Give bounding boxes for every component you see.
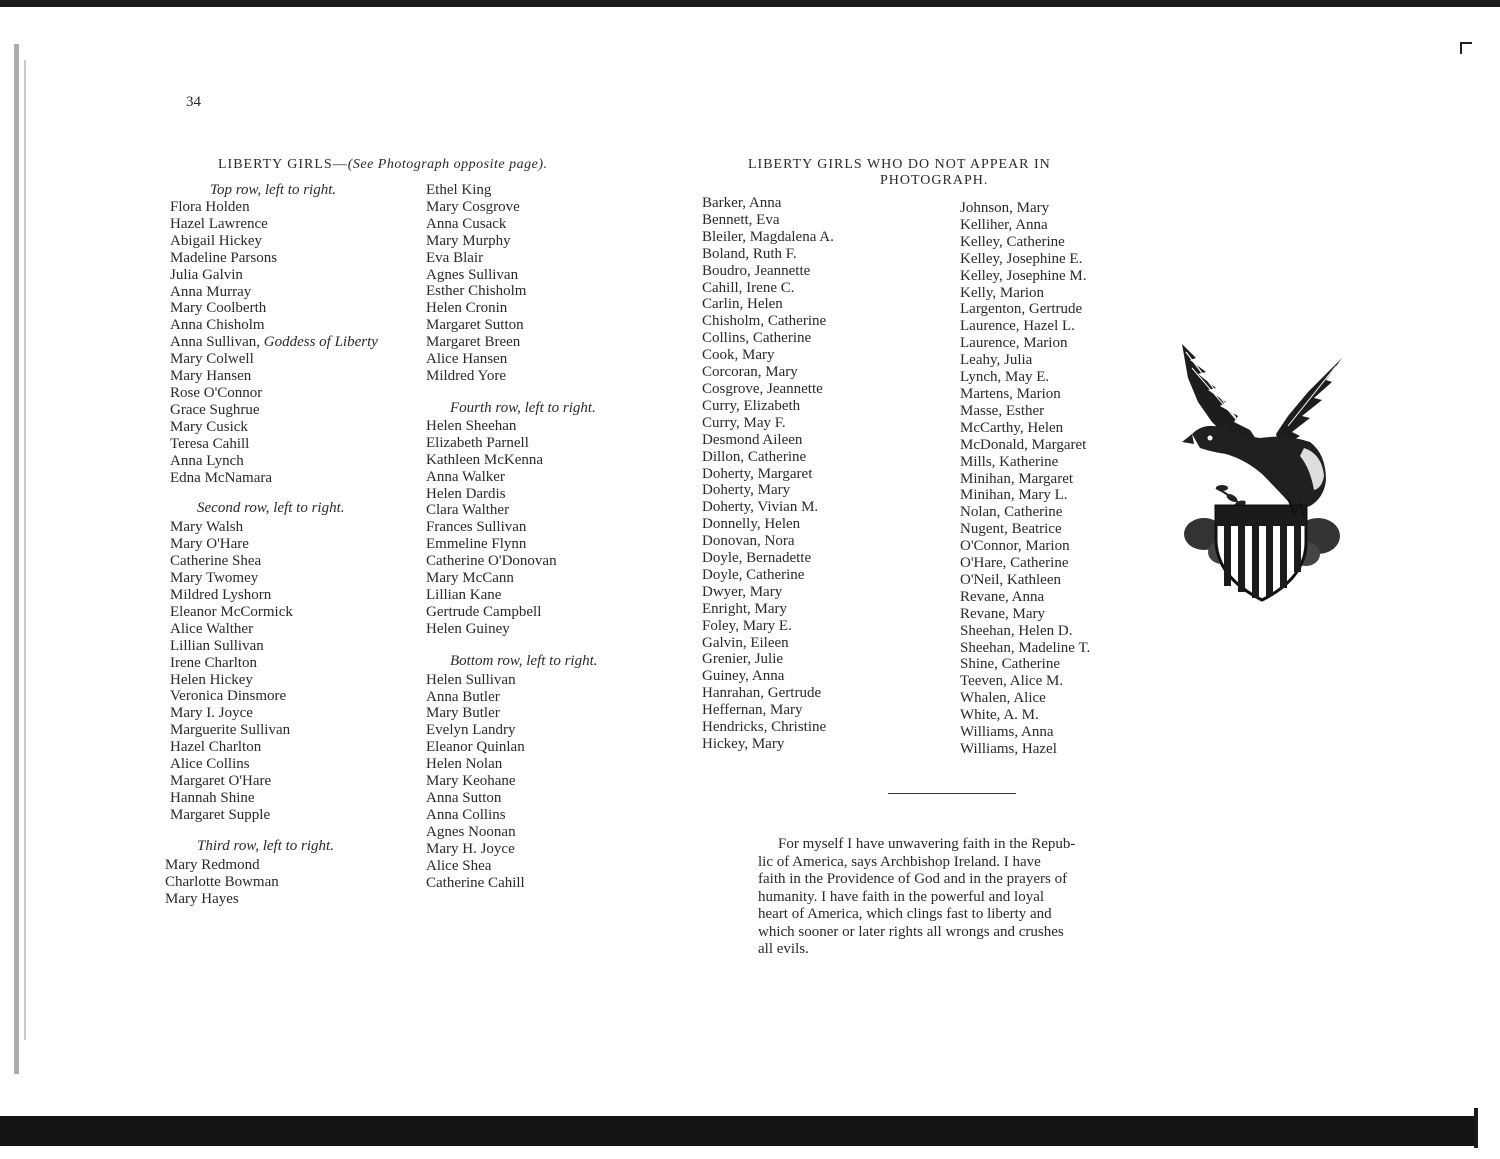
list-item: Esther Chisholm xyxy=(426,283,527,300)
list-item: Agnes Sullivan xyxy=(426,266,519,283)
list-item: Minihan, Margaret xyxy=(960,470,1074,487)
list-item: Flora Holden xyxy=(170,199,250,215)
list-item: Anna Chisholm xyxy=(170,317,265,334)
list-item: Carlin, Helen xyxy=(702,296,783,313)
list-item: Margaret Sutton xyxy=(426,317,524,334)
list-item: Catherine O'Donovan xyxy=(426,553,557,570)
list-item: Marguerite Sullivan xyxy=(170,722,291,739)
quote-line: heart of America, which clings fast to liberty and xyxy=(758,906,1052,922)
top-row-names xyxy=(170,199,378,486)
list-item: Helen Guiney xyxy=(426,620,510,637)
list-item: Hickey, Mary xyxy=(702,736,785,752)
list-item: Helen Dardis xyxy=(426,485,506,502)
list-item: Whalen, Alice xyxy=(960,690,1046,707)
list-item: Grace Sughrue xyxy=(170,401,260,418)
list-item: Eleanor Quinlan xyxy=(426,739,525,756)
list-item: Helen Sheehan xyxy=(426,417,517,434)
list-item: Helen Sullivan xyxy=(426,671,516,688)
list-item: Hannah Shine xyxy=(170,789,255,806)
list-item: Gertrude Campbell xyxy=(426,603,542,620)
list-item: Mary Murphy xyxy=(426,232,511,249)
quote-line: For myself I have unwavering faith in the Repub- xyxy=(778,836,1076,852)
list-item: Margaret Supple xyxy=(170,806,271,823)
list-item: Laurence, Marion xyxy=(960,335,1068,352)
list-item: Desmond Aileen xyxy=(702,431,803,448)
list-item: Boland, Ruth F. xyxy=(702,245,797,262)
list-item: Mary O'Hare xyxy=(170,536,249,553)
list-item: McCarthy, Helen xyxy=(960,419,1064,436)
list-item: Barker, Anna xyxy=(702,195,782,211)
list-item: Nugent, Beatrice xyxy=(960,521,1062,538)
list-item: Enright, Mary xyxy=(702,600,787,617)
list-item: Anna Lynch xyxy=(170,452,244,469)
quote-line: lic of America, says Archbishop Ireland. I have xyxy=(758,853,1041,870)
goddess-of-liberty-title: Goddess of Liberty xyxy=(260,334,378,351)
list-item: Shine, Catherine xyxy=(960,656,1060,673)
left-heading-caption: LIBERTY GIRLS— xyxy=(218,157,348,172)
list-item: Catherine Shea xyxy=(170,553,262,570)
list-item: Collins, Catherine xyxy=(702,330,812,347)
list-item: Mary Hayes xyxy=(165,890,239,907)
list-item: O'Connor, Marion xyxy=(960,538,1070,555)
third-row-label: Third row, left to right. xyxy=(197,837,334,854)
list-item: Anna Cusack xyxy=(426,215,507,232)
list-item: Martens, Marion xyxy=(960,385,1061,402)
top-row-label: Top row, left to right. xyxy=(210,182,337,198)
list-item: Rose O'Connor xyxy=(170,384,263,401)
quote-line: which sooner or later rights all wrongs and crushes xyxy=(758,923,1064,940)
bottom-row-label: Bottom row, left to right. xyxy=(450,652,598,669)
list-item: Ethel King xyxy=(426,182,492,198)
quote-line: faith in the Providence of God and in the prayers of xyxy=(758,871,1068,887)
list-item: Hazel Charlton xyxy=(170,739,262,756)
list-item: Mary Walsh xyxy=(170,519,244,536)
list-item: Irene Charlton xyxy=(170,654,258,671)
list-item: Mary Butler xyxy=(426,705,500,722)
list-item: Elizabeth Parnell xyxy=(426,434,529,451)
list-item: Doyle, Bernadette xyxy=(702,550,812,567)
list-item: Donovan, Nora xyxy=(702,533,795,550)
list-item: Cahill, Irene C. xyxy=(702,279,795,296)
archbishop-ireland-quote xyxy=(758,836,1156,959)
list-item: Kelly, Marion xyxy=(960,284,1045,301)
photo-names-column-1 xyxy=(165,182,378,907)
list-item: Revane, Anna xyxy=(960,588,1045,605)
list-item: Eleanor McCormick xyxy=(170,603,293,620)
list-item: Mary I. Joyce xyxy=(170,705,253,722)
list-item: Kelley, Josephine M. xyxy=(960,267,1087,284)
list-item: Agnes Noonan xyxy=(426,823,516,840)
scan-left-shadow xyxy=(14,44,19,1074)
list-item: Kathleen McKenna xyxy=(426,451,544,468)
list-item: Foley, Mary E. xyxy=(702,617,792,634)
list-item: Edna McNamara xyxy=(170,469,273,486)
absent-names-column-1 xyxy=(702,195,834,753)
list-item: Minihan, Mary L. xyxy=(960,487,1068,504)
list-item: Largenton, Gertrude xyxy=(960,301,1083,318)
left-heading-note: (See Photograph opposite page). xyxy=(347,157,548,172)
list-item: Galvin, Eileen xyxy=(702,634,789,651)
list-item: Frances Sullivan xyxy=(426,519,527,536)
list-item: Doherty, Vivian M. xyxy=(702,499,819,516)
list-item: Lillian Kane xyxy=(426,586,502,603)
photo-names-column-2 xyxy=(426,182,598,891)
list-item: O'Hare, Catherine xyxy=(960,555,1069,572)
list-item: Catherine Cahill xyxy=(426,874,525,891)
list-item: Anna Sutton xyxy=(426,790,502,806)
list-item: Corcoran, Mary xyxy=(702,364,798,381)
list-item: Madeline Parsons xyxy=(170,249,278,266)
absent-names-column-2 xyxy=(960,200,1090,758)
scan-right-border xyxy=(1474,1108,1478,1148)
list-item: Margaret O'Hare xyxy=(170,773,272,789)
list-item: Hanrahan, Gertrude xyxy=(702,685,822,702)
list-item: Alice Hansen xyxy=(426,351,508,368)
list-item: Sheehan, Madeline T. xyxy=(960,639,1091,656)
list-item: Williams, Anna xyxy=(960,724,1054,741)
list-item: Cosgrove, Jeannette xyxy=(702,380,823,397)
list-item: Hazel Lawrence xyxy=(170,215,268,232)
top-row-names-continued xyxy=(426,182,598,385)
quote-line: humanity. I have faith in the powerful and loyal xyxy=(758,888,1045,905)
list-item: Sheehan, Helen D. xyxy=(960,622,1073,639)
list-item: Teeven, Alice M. xyxy=(960,673,1064,690)
list-item: Anna Butler xyxy=(426,688,500,705)
list-item: Mary H. Joyce xyxy=(426,840,515,857)
list-item: Charlotte Bowman xyxy=(165,873,279,890)
list-item: Mary Twomey xyxy=(170,570,259,587)
left-heading xyxy=(218,157,548,173)
list-item: Nolan, Catherine xyxy=(960,504,1063,521)
list-item: Lillian Sullivan xyxy=(170,637,264,654)
list-item: Revane, Mary xyxy=(960,605,1045,622)
list-item: Bennett, Eva xyxy=(702,211,780,228)
list-item: Mary Cosgrove xyxy=(426,198,520,215)
list-item: Kelley, Josephine E. xyxy=(960,250,1083,267)
list-item: Anna Walker xyxy=(426,468,505,485)
eagle-shield-icon xyxy=(1176,338,1346,604)
crop-mark xyxy=(1460,42,1472,54)
list-item: Mary Hansen xyxy=(170,368,252,385)
bottom-row-names xyxy=(426,672,598,892)
list-item: Dwyer, Mary xyxy=(702,583,783,600)
list-item: Teresa Cahill xyxy=(170,435,250,452)
list-item: Donnelly, Helen xyxy=(702,516,801,533)
list-item: Doyle, Catherine xyxy=(702,566,805,583)
second-row-names xyxy=(170,519,378,823)
list-item: Chisholm, Catherine xyxy=(702,313,827,330)
list-item: Julia Galvin xyxy=(170,266,243,283)
list-item: Helen Nolan xyxy=(426,756,503,773)
list-item: Mary Keohane xyxy=(426,773,516,790)
list-item: Helen Cronin xyxy=(426,300,508,317)
list-item: Johnson, Mary xyxy=(960,200,1050,216)
scan-bottom-border xyxy=(0,1116,1478,1146)
list-item: Alice Collins xyxy=(170,756,250,773)
scan-left-shadow-inner xyxy=(24,60,26,1040)
list-item: Anna Sullivan, Goddess of Liberty xyxy=(170,334,378,351)
list-item: Curry, May F. xyxy=(702,414,786,431)
list-item: Margaret Breen xyxy=(426,334,521,351)
list-item: Bleiler, Magdalena A. xyxy=(702,228,834,245)
quote-line: all evils. xyxy=(758,941,809,957)
third-row-names xyxy=(165,857,378,908)
list-item: McDonald, Margaret xyxy=(960,436,1087,453)
list-item: Hendricks, Christine xyxy=(702,719,827,736)
list-item: Alice Shea xyxy=(426,857,492,874)
list-item: Helen Hickey xyxy=(170,671,253,688)
list-item: Cook, Mary xyxy=(702,347,775,364)
list-item: Lynch, May E. xyxy=(960,369,1050,386)
list-item: Mary Colwell xyxy=(170,351,254,368)
list-item: Curry, Elizabeth xyxy=(702,397,801,414)
list-item: Dillon, Catherine xyxy=(702,448,807,465)
right-heading-line-2: PHOTOGRAPH. xyxy=(880,173,989,188)
list-item: Evelyn Landry xyxy=(426,722,516,739)
list-item: Anna Collins xyxy=(426,806,506,823)
list-item: Alice Walther xyxy=(170,620,254,637)
list-item: White, A. M. xyxy=(960,707,1039,724)
list-item: Mary McCann xyxy=(426,570,514,587)
list-item: Kelley, Catherine xyxy=(960,233,1065,250)
list-item: Boudro, Jeannette xyxy=(702,262,811,279)
list-item: O'Neil, Kathleen xyxy=(960,571,1062,588)
list-item: Leahy, Julia xyxy=(960,352,1033,369)
list-item: Mary Coolberth xyxy=(170,300,267,317)
fourth-row-names xyxy=(426,418,598,638)
right-heading-line-1: LIBERTY GIRLS WHO DO NOT APPEAR IN xyxy=(748,157,1051,172)
list-item: Masse, Esther xyxy=(960,402,1045,419)
list-item: Doherty, Mary xyxy=(702,482,791,499)
list-item: Mildred Lyshorn xyxy=(170,587,272,604)
fourth-row-label: Fourth row, left to right. xyxy=(450,399,596,416)
list-item: Mary Redmond xyxy=(165,856,260,873)
list-item: Mildred Yore xyxy=(426,367,507,384)
list-item: Grenier, Julie xyxy=(702,651,784,668)
list-item: Laurence, Hazel L. xyxy=(960,318,1075,335)
list-item: Anna Murray xyxy=(170,283,252,300)
scan-top-border xyxy=(0,0,1500,7)
list-item: Doherty, Margaret xyxy=(702,465,813,482)
page-number: 34 xyxy=(186,94,201,110)
list-item: Williams, Hazel xyxy=(960,741,1057,757)
list-item: Emmeline Flynn xyxy=(426,536,527,553)
list-item: Heffernan, Mary xyxy=(702,702,803,719)
list-item: Abigail Hickey xyxy=(170,232,263,249)
list-item: Mills, Katherine xyxy=(960,453,1059,470)
list-item: Eva Blair xyxy=(426,249,484,266)
second-row-label: Second row, left to right. xyxy=(197,500,345,517)
list-item: Kelliher, Anna xyxy=(960,216,1048,233)
section-divider xyxy=(888,793,1016,794)
list-item: Veronica Dinsmore xyxy=(170,688,287,705)
list-item: Clara Walther xyxy=(426,502,510,519)
list-item: Guiney, Anna xyxy=(702,668,785,685)
list-item: Mary Cusick xyxy=(170,418,248,435)
